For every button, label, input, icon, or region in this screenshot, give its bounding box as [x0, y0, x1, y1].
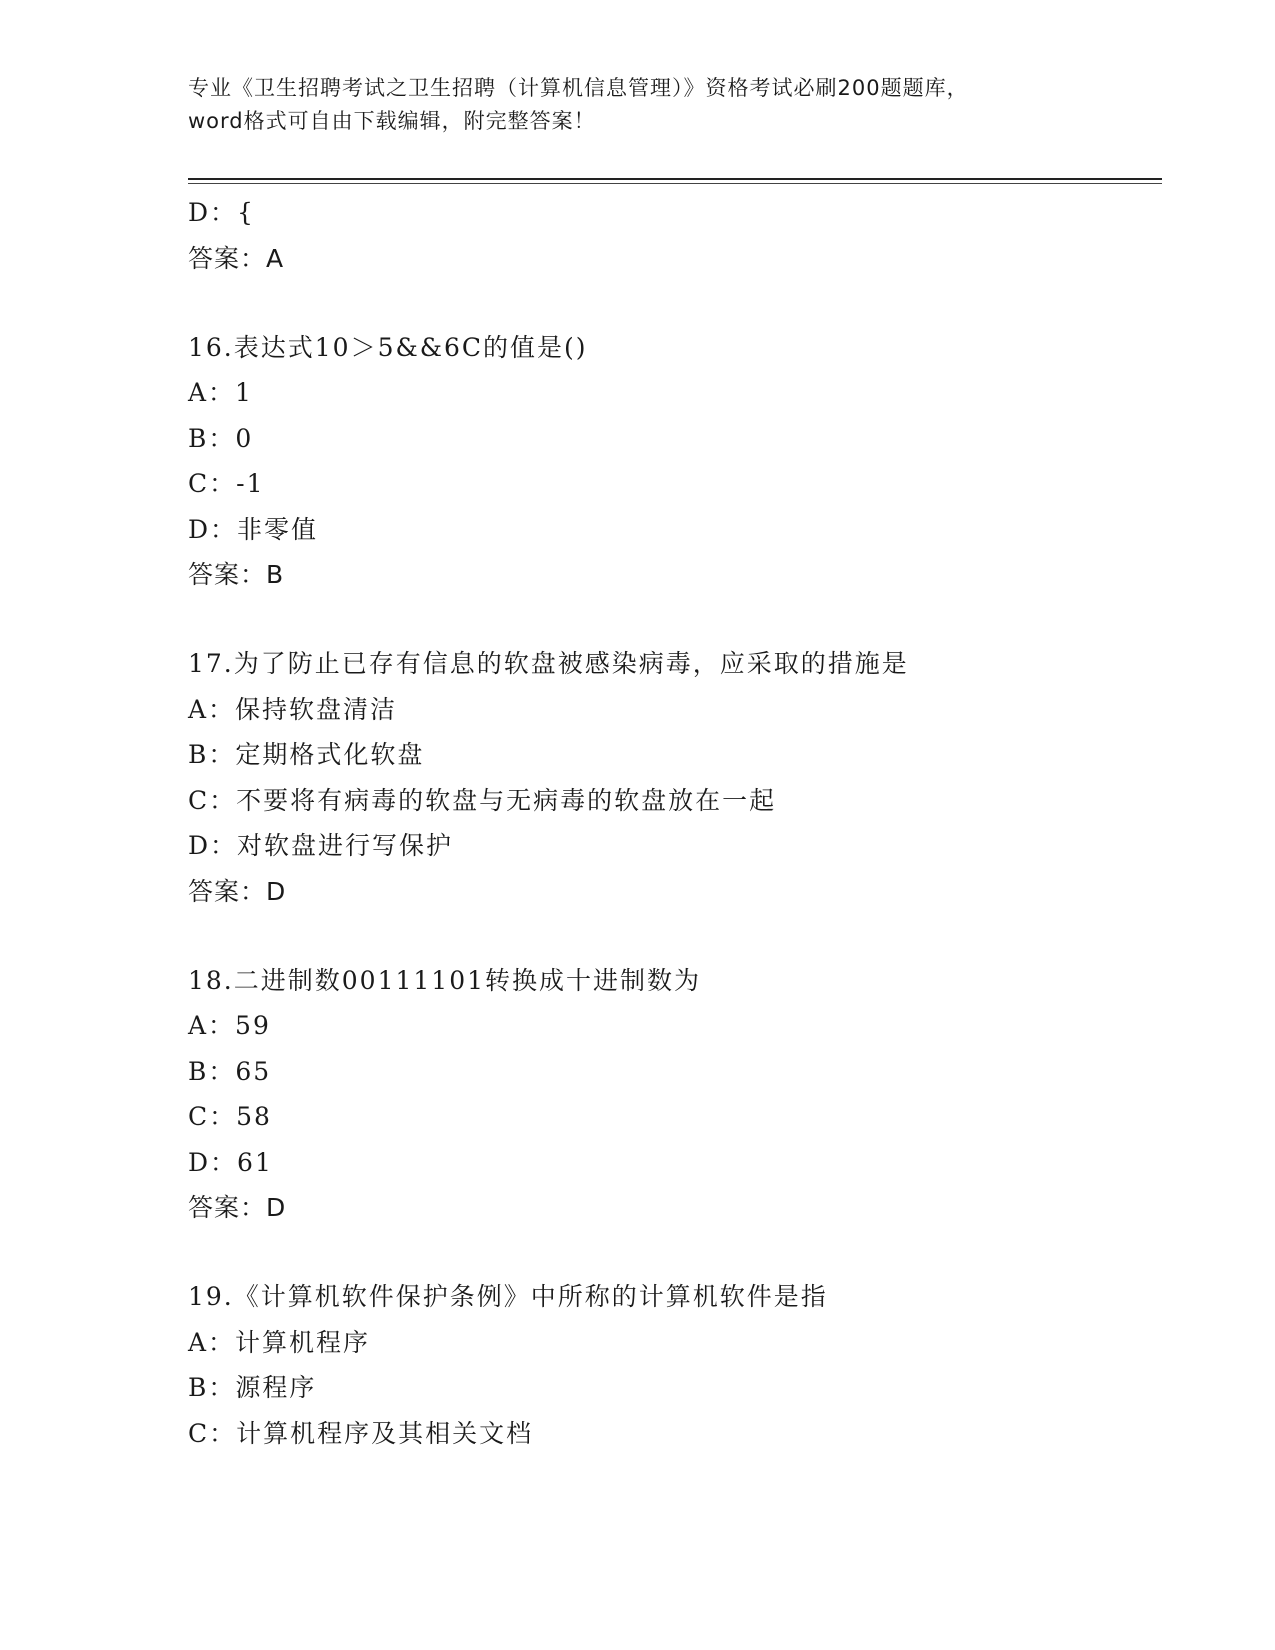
option-c: C：58 — [188, 1102, 272, 1131]
question-stem: 19.《计算机软件保护条例》中所称的计算机软件是指 — [188, 1282, 828, 1311]
option-d: D：{ — [188, 198, 255, 227]
option-b: B：0 — [188, 423, 254, 453]
option-d: D：对软盘进行写保护 — [188, 831, 454, 860]
option-a: A：59 — [188, 1011, 271, 1040]
answer-line: 答案：D — [188, 876, 287, 906]
option-b: B：定期格式化软盘 — [188, 740, 425, 769]
option-a: A：计算机程序 — [188, 1327, 371, 1357]
answer-line: 答案：B — [188, 560, 285, 589]
header-divider-thick — [188, 178, 1162, 180]
option-c: C：-1 — [188, 469, 265, 498]
spacer — [188, 1231, 1162, 1274]
option-b: B：65 — [188, 1056, 272, 1086]
header-title-line-2: word格式可自由下载编辑，附完整答案！ — [188, 109, 596, 133]
header-title-line-1: 专业《卫生招聘考试之卫生招聘（计算机信息管理）》资格考试必刷200题题库， — [188, 76, 969, 100]
question-content — [188, 190, 1162, 1456]
question-block — [188, 958, 1162, 1232]
option-b: B：源程序 — [188, 1373, 317, 1402]
question-stem: 18.二进制数00111101转换成十进制数为 — [188, 965, 702, 995]
document-header — [188, 72, 1108, 138]
header-divider-thin — [188, 183, 1162, 184]
option-d: D：61 — [188, 1147, 273, 1177]
question-stem: 17.为了防止已存有信息的软盘被感染病毒，应采取的措施是 — [188, 649, 909, 678]
option-a: A：1 — [188, 378, 253, 407]
option-a: A：保持软盘清洁 — [188, 694, 398, 724]
answer-line: 答案：A — [188, 243, 285, 273]
option-c: C：计算机程序及其相关文档 — [188, 1418, 534, 1448]
answer-line: 答案：D — [188, 1193, 287, 1222]
question-block — [188, 641, 1162, 915]
option-c: C：不要将有病毒的软盘与无病毒的软盘放在一起 — [188, 785, 777, 815]
spacer — [188, 915, 1162, 958]
spacer — [188, 282, 1162, 325]
question-stem: 16.表达式10＞5&&6C的值是() — [188, 332, 588, 362]
spacer — [188, 598, 1162, 641]
question-block — [188, 1274, 1162, 1456]
question-block — [188, 325, 1162, 599]
option-d: D：非零值 — [188, 514, 319, 544]
